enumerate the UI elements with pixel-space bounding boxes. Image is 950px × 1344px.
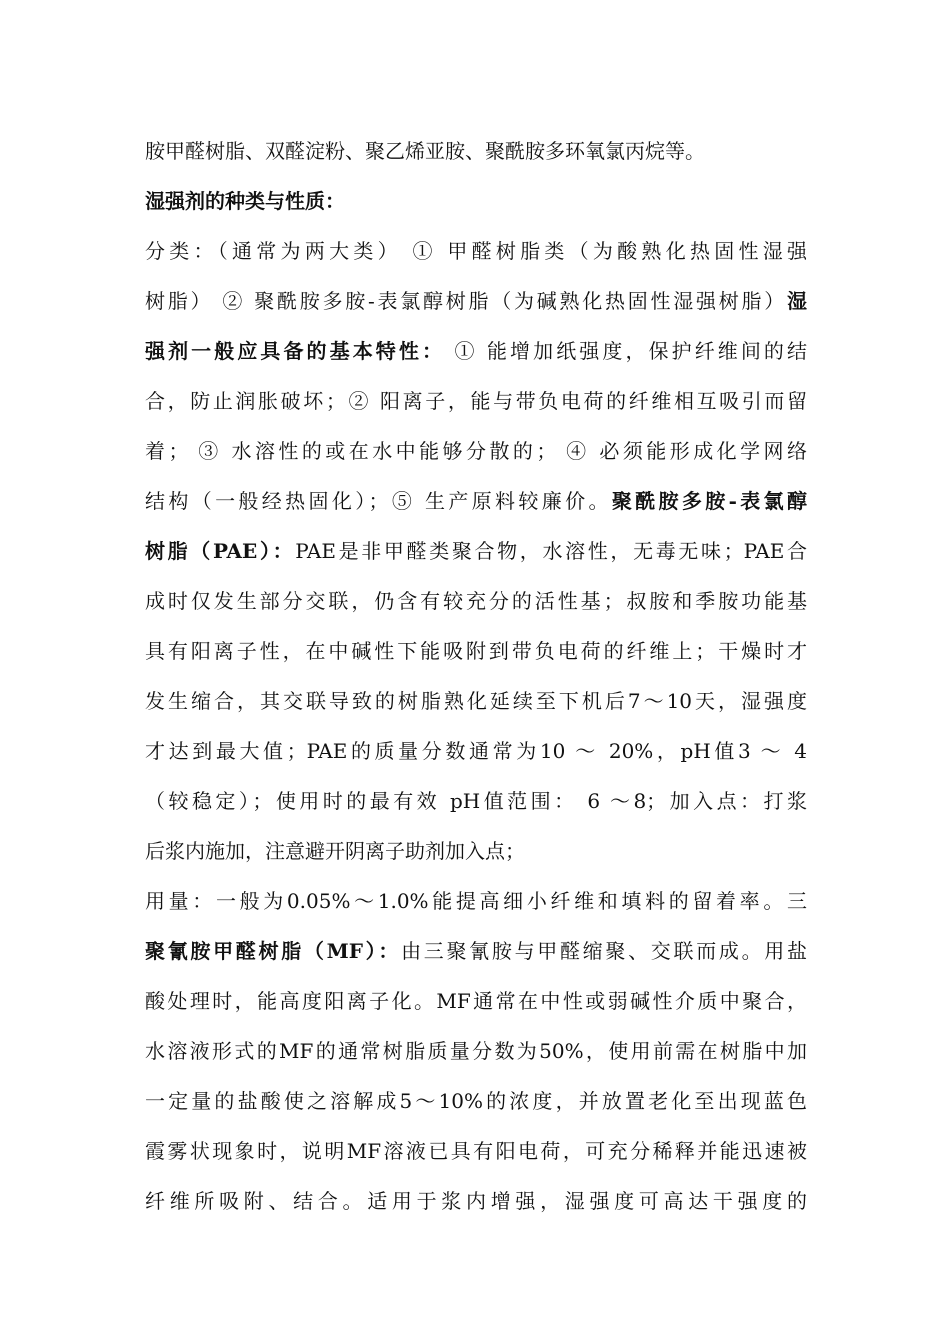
bold-text-run: 树脂（PAE）： bbox=[145, 539, 296, 563]
text-run: 水溶液形式的MF的通常树脂质量分数为50%，使用前需在树脂中加 bbox=[145, 1039, 807, 1063]
text-line bbox=[145, 236, 807, 266]
text-run: ① 能增加纸强度，保护纤维间的结 bbox=[445, 339, 807, 363]
text-line bbox=[145, 686, 807, 716]
text-run: 合，防止润胀破坏；② 阳离子，能与带负电荷的纤维相互吸引而留 bbox=[145, 389, 807, 413]
text-run: 一定量的盐酸使之溶解成5～10%的浓度，并放置老化至出现蓝色 bbox=[145, 1089, 807, 1113]
text-run: 具有阳离子性，在中碱性下能吸附到带负电荷的纤维上；干燥时才 bbox=[145, 639, 807, 663]
text-run: 纤维所吸附、结合。适用于浆内增强，湿强度可高达干强度的 bbox=[145, 1189, 807, 1213]
text-run: 着； ③ 水溶性的或在水中能够分散的； ④ 必须能形成化学网络 bbox=[145, 439, 807, 463]
bold-text-run: 强剂一般应具备的基本特性： bbox=[145, 339, 446, 363]
section-heading bbox=[145, 186, 807, 216]
text-line bbox=[145, 986, 807, 1016]
text-run: 用量：一般为0.05%～1.0%能提高细小纤维和填料的留着率。三 bbox=[145, 889, 807, 913]
text-run: 酸处理时，能高度阳离子化。MF通常在中性或弱碱性介质中聚合， bbox=[145, 989, 807, 1013]
text-line bbox=[145, 836, 807, 866]
text-line bbox=[145, 136, 807, 166]
text-line bbox=[145, 436, 807, 466]
text-line bbox=[145, 586, 807, 616]
text-run: 树脂） ② 聚酰胺多胺-表氯醇树脂（为碱熟化热固性湿强树脂） bbox=[145, 289, 787, 313]
text-line bbox=[145, 1136, 807, 1166]
text-run: 分类：（通常为两大类） ① 甲醛树脂类（为酸熟化热固性湿强 bbox=[145, 239, 807, 263]
text-run: 才达到最大值；PAE的质量分数通常为10 ～ 20%，pH值3 ～ 4 bbox=[145, 739, 807, 763]
bold-text-run: 湿 bbox=[787, 289, 807, 313]
text-run: 后浆内施加，注意避开阴离子助剂加入点； bbox=[145, 839, 525, 863]
text-run: 霞雾状现象时，说明MF溶液已具有阳电荷，可充分稀释并能迅速被 bbox=[145, 1139, 807, 1163]
text-line bbox=[145, 1186, 807, 1216]
text-line bbox=[145, 336, 807, 366]
text-line bbox=[145, 786, 807, 816]
text-line bbox=[145, 936, 807, 966]
text-run: 胺甲醛树脂、双醛淀粉、聚乙烯亚胺、聚酰胺多环氧氯丙烷等。 bbox=[145, 139, 705, 163]
text-run: 结构（一般经热固化）；⑤ 生产原料较廉价。 bbox=[145, 489, 612, 513]
text-line bbox=[145, 536, 807, 566]
text-run: 成时仅发生部分交联，仍含有较充分的活性基；叔胺和季胺功能基 bbox=[145, 589, 807, 613]
text-run: 发生缩合，其交联导致的树脂熟化延续至下机后7～10天，湿强度 bbox=[145, 689, 807, 713]
text-line bbox=[145, 386, 807, 416]
heading-text: 湿强剂的种类与性质： bbox=[145, 189, 345, 213]
text-run: 由三聚氰胺与甲醛缩聚、交联而成。用盐 bbox=[401, 939, 807, 963]
text-line bbox=[145, 1036, 807, 1066]
text-line bbox=[145, 486, 807, 516]
text-line bbox=[145, 636, 807, 666]
text-run: （较稳定）；使用时的最有效 pH值范围： 6 ～8；加入点：打浆 bbox=[145, 789, 807, 813]
text-line bbox=[145, 736, 807, 766]
bold-text-run: 聚氰胺甲醛树脂（MF）： bbox=[145, 939, 402, 963]
bold-text-run: 聚酰胺多胺-表氯醇 bbox=[611, 489, 807, 513]
text-run: PAE是非甲醛类聚合物，水溶性，无毒无味；PAE合 bbox=[295, 539, 807, 563]
text-line bbox=[145, 886, 807, 916]
text-line bbox=[145, 1086, 807, 1116]
text-line bbox=[145, 286, 807, 316]
